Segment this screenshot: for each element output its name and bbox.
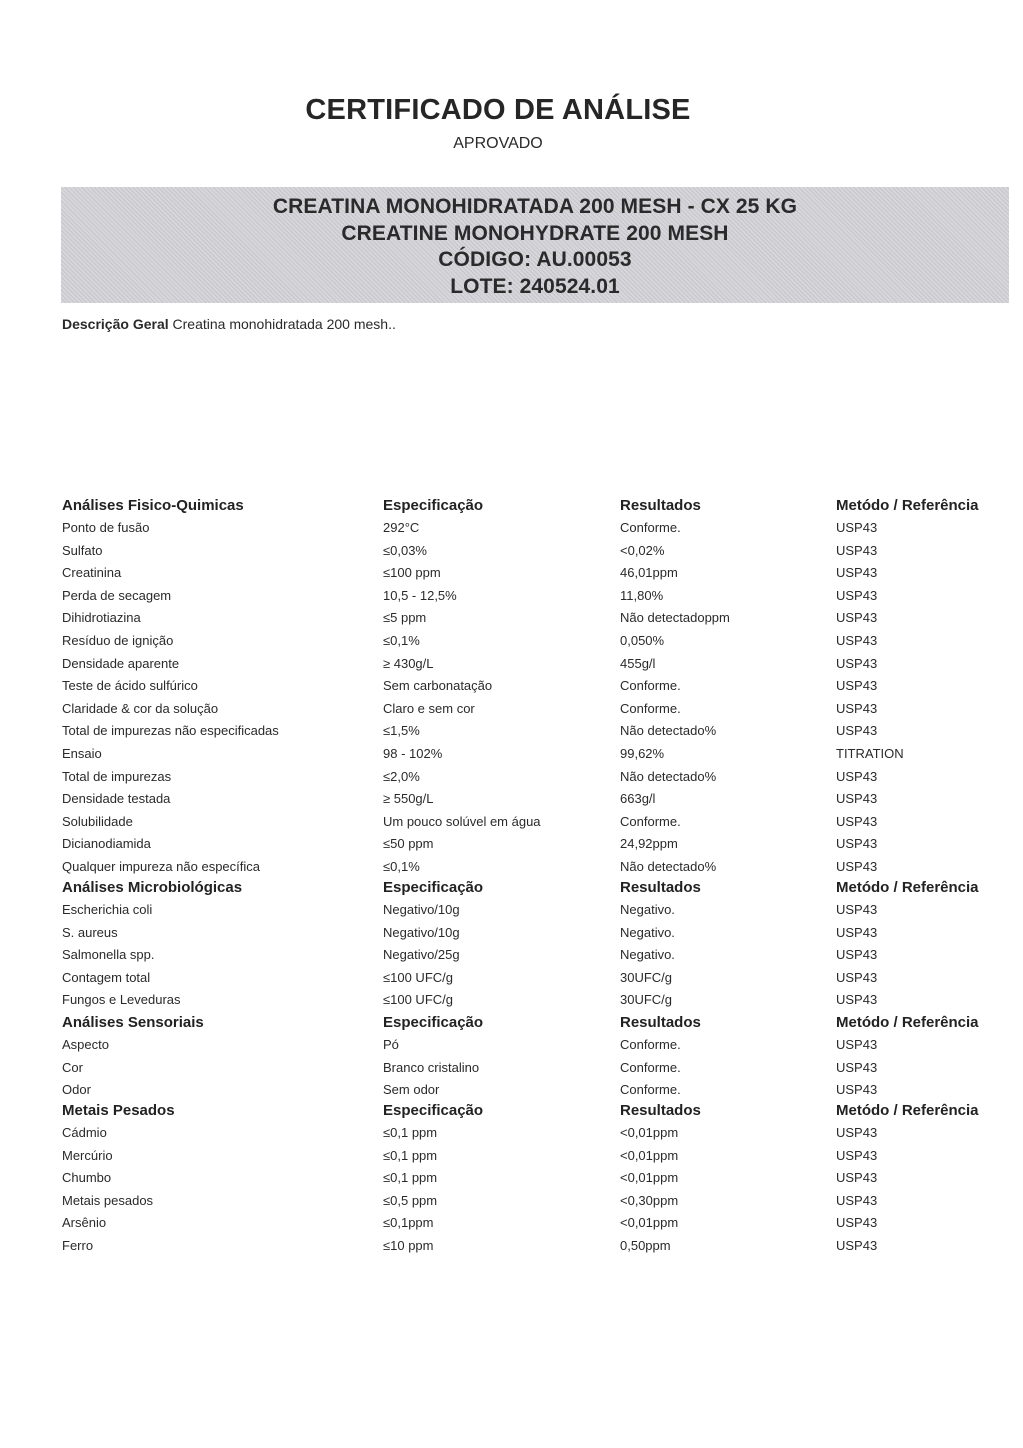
table-row (62, 1034, 1002, 1057)
table-row (62, 698, 1002, 721)
specification-value: ≤2,0% (383, 768, 420, 784)
table-row (62, 1145, 1002, 1168)
method-reference: USP43 (836, 902, 878, 917)
analysis-name: Perda de secagem (62, 587, 172, 603)
method-column-header: Metódo / Referência (836, 1014, 979, 1031)
approval-status: APROVADO (453, 135, 543, 152)
table-row (62, 899, 1002, 922)
specification-value: ≤100 UFC/g (383, 992, 453, 1008)
method-reference: USP43 (836, 678, 878, 694)
result-value: Negativo. (620, 947, 675, 963)
result-value: 0,050% (620, 632, 665, 648)
method-reference: USP43 (836, 1037, 878, 1052)
method-reference: USP43 (836, 858, 878, 874)
product-lot: LOTE: 240524.01 (450, 274, 620, 298)
result-value: Conforme. (620, 678, 681, 694)
table-row (62, 1190, 1002, 1213)
specification-value: Claro e sem cor (383, 700, 475, 716)
analysis-name: Solubilidade (62, 813, 133, 829)
description-label: Descrição Geral (62, 316, 169, 332)
analysis-name: Teste de ácido sulfúrico (62, 678, 198, 694)
section-header-row (62, 495, 1002, 517)
table-row (62, 856, 1002, 879)
product-banner (61, 187, 1009, 303)
result-value: Conforme. (620, 1037, 681, 1052)
analysis-name: Salmonella spp. (62, 947, 155, 963)
analysis-name: S. aureus (62, 924, 118, 940)
method-reference: USP43 (836, 947, 878, 963)
table-row (62, 675, 1002, 698)
table-row (62, 562, 1002, 585)
result-value: Não detectado% (620, 723, 717, 739)
analysis-name: Densidade aparente (62, 655, 180, 671)
specification-value: 10,5 - 12,5% (383, 587, 457, 603)
analysis-name: Sulfato (62, 542, 103, 558)
method-reference: USP43 (836, 1192, 878, 1208)
result-value: Conforme. (620, 1082, 681, 1098)
table-row (62, 922, 1002, 945)
analysis-name: Escherichia coli (62, 902, 153, 917)
method-reference: USP43 (836, 992, 878, 1008)
method-reference: USP43 (836, 610, 878, 626)
product-name-pt: CREATINA MONOHIDRATADA 200 MESH - CX 25 KG (272, 195, 798, 218)
result-value: 30UFC/g (620, 992, 673, 1008)
spec-column-header: Especificação (383, 1102, 484, 1119)
result-value: <0,01ppm (620, 1215, 679, 1231)
analysis-name: Ensaio (62, 745, 102, 761)
specification-value: ≥ 550g/L (383, 791, 434, 807)
table-row (62, 517, 1002, 540)
analysis-name: Resíduo de ignição (62, 632, 174, 648)
section-header-row (62, 877, 1002, 899)
method-reference: USP43 (836, 1215, 878, 1231)
document-title: CERTIFICADO DE ANÁLISE (305, 94, 691, 126)
results-column-header: Resultados (620, 1102, 701, 1119)
section-header-row (62, 1012, 1002, 1034)
result-value: <0,01ppm (620, 1125, 679, 1140)
analysis-name: Total de impurezas (62, 768, 172, 784)
specification-value: ≤0,1ppm (383, 1215, 434, 1231)
specification-value: ≤0,1% (383, 858, 420, 874)
method-reference: USP43 (836, 1237, 878, 1253)
analysis-name: Metais pesados (62, 1192, 154, 1208)
specification-value: ≤100 UFC/g (383, 969, 453, 985)
specification-value: Negativo/10g (383, 924, 460, 940)
result-value: 455g/l (620, 655, 656, 671)
table-row (62, 766, 1002, 789)
table-row (62, 720, 1002, 743)
result-value: 663g/l (620, 791, 656, 807)
specification-value: ≤50 ppm (383, 836, 434, 852)
specification-value: ≤0,1 ppm (383, 1147, 438, 1163)
result-value: 46,01ppm (620, 565, 678, 581)
section-title: Análises Fisico-Quimicas (62, 497, 244, 514)
table-row (62, 811, 1002, 834)
section-heavy-metals (62, 1100, 1002, 1258)
analysis-name: Densidade testada (62, 791, 171, 807)
specification-value: Sem odor (383, 1082, 440, 1098)
specification-value: Pó (383, 1037, 399, 1052)
method-column-header: Metódo / Referência (836, 879, 979, 896)
results-column-header: Resultados (620, 879, 701, 896)
analysis-name: Cor (62, 1059, 83, 1075)
result-value: Não detectadoppm (620, 610, 730, 626)
specification-value: Negativo/10g (383, 902, 460, 917)
table-row (62, 540, 1002, 563)
specification-value: ≤0,1% (383, 632, 420, 648)
table-row (62, 743, 1002, 766)
table-row (62, 607, 1002, 630)
result-value: 0,50ppm (620, 1237, 671, 1253)
result-value: Conforme. (620, 700, 681, 716)
specification-value: ≤100 ppm (383, 565, 441, 581)
general-description (62, 316, 396, 332)
product-code: CÓDIGO: AU.00053 (438, 248, 632, 271)
table-row (62, 833, 1002, 856)
analysis-name: Contagem total (62, 969, 151, 985)
specification-value: ≤5 ppm (383, 610, 427, 626)
specification-value: Negativo/25g (383, 947, 460, 963)
result-value: Negativo. (620, 902, 675, 917)
section-title: Análises Microbiológicas (62, 879, 243, 896)
specification-value: ≤0,5 ppm (383, 1192, 438, 1208)
result-value: <0,02% (620, 542, 665, 558)
result-value: Negativo. (620, 924, 675, 940)
analysis-name: Claridade & cor da solução (62, 700, 219, 716)
method-reference: USP43 (836, 1147, 878, 1163)
analysis-name: Fungos e Leveduras (62, 992, 181, 1008)
table-row (62, 585, 1002, 608)
result-value: Conforme. (620, 1059, 681, 1075)
specification-value: 292°C (383, 520, 420, 535)
specification-value: ≤10 ppm (383, 1237, 434, 1253)
result-value: Conforme. (620, 520, 681, 535)
method-reference: USP43 (836, 723, 878, 739)
analysis-name: Qualquer impureza não específica (62, 858, 261, 874)
table-row (62, 653, 1002, 676)
method-reference: TITRATION (836, 745, 904, 761)
result-value: 99,62% (620, 745, 665, 761)
specification-value: 98 - 102% (383, 745, 443, 761)
result-value: <0,30ppm (620, 1192, 679, 1208)
specification-value: ≤0,1 ppm (383, 1125, 438, 1140)
table-row (62, 1079, 1002, 1102)
method-reference: USP43 (836, 542, 878, 558)
specification-value: ≤0,1 ppm (383, 1170, 438, 1186)
result-value: 30UFC/g (620, 969, 673, 985)
results-column-header: Resultados (620, 497, 701, 514)
spec-column-header: Especificação (383, 497, 484, 514)
results-column-header: Resultados (620, 1014, 701, 1031)
analysis-name: Ferro (62, 1237, 94, 1253)
analysis-name: Dicianodiamida (62, 836, 151, 852)
table-row (62, 1167, 1002, 1190)
table-row (62, 1122, 1002, 1145)
result-value: Conforme. (620, 813, 681, 829)
method-reference: USP43 (836, 836, 878, 852)
specification-value: Um pouco solúvel em água (383, 813, 541, 829)
method-reference: USP43 (836, 1125, 878, 1140)
method-reference: USP43 (836, 700, 878, 716)
method-reference: USP43 (836, 768, 878, 784)
method-reference: USP43 (836, 632, 878, 648)
table-row (62, 1235, 1002, 1258)
description-text: Creatina monohidratada 200 mesh.. (172, 316, 396, 332)
result-value: 11,80% (620, 587, 664, 603)
specification-value: Branco cristalino (383, 1059, 480, 1075)
result-value: 24,92ppm (620, 836, 678, 852)
method-reference: USP43 (836, 1082, 878, 1098)
method-reference: USP43 (836, 1059, 878, 1075)
table-row (62, 967, 1002, 990)
result-value: Não detectado% (620, 858, 717, 874)
spec-column-header: Especificação (383, 879, 484, 896)
method-column-header: Metódo / Referência (836, 497, 979, 514)
table-row (62, 1212, 1002, 1235)
method-reference: USP43 (836, 791, 878, 807)
table-row (62, 788, 1002, 811)
specification-value: Sem carbonatação (383, 678, 493, 694)
section-title: Metais Pesados (62, 1102, 175, 1119)
specification-value: ≥ 430g/L (383, 655, 434, 671)
analysis-name: Ponto de fusão (62, 520, 150, 535)
method-reference: USP43 (836, 587, 878, 603)
method-reference: USP43 (836, 520, 878, 535)
table-row (62, 630, 1002, 653)
section-sensory (62, 1012, 1002, 1102)
analysis-name: Odor (62, 1082, 91, 1098)
section-title: Análises Sensoriais (62, 1014, 204, 1031)
analysis-name: Cádmio (62, 1125, 107, 1140)
specification-value: ≤1,5% (383, 723, 420, 739)
method-reference: USP43 (836, 969, 878, 985)
result-value: Não detectado% (620, 768, 717, 784)
method-column-header: Metódo / Referência (836, 1102, 979, 1119)
analysis-name: Total de impurezas não especificadas (62, 723, 279, 739)
table-row (62, 944, 1002, 967)
analysis-name: Aspecto (62, 1037, 109, 1052)
product-name-en: CREATINE MONOHYDRATE 200 MESH (341, 221, 729, 245)
result-value: <0,01ppm (620, 1170, 679, 1186)
analysis-name: Chumbo (62, 1170, 112, 1186)
method-reference: USP43 (836, 924, 878, 940)
section-header-row (62, 1100, 1002, 1122)
spec-column-header: Especificação (383, 1014, 484, 1031)
specification-value: ≤0,03% (383, 542, 427, 558)
document-header (0, 92, 996, 154)
method-reference: USP43 (836, 655, 878, 671)
analysis-name: Mercúrio (62, 1147, 113, 1163)
analysis-name: Arsênio (62, 1215, 107, 1231)
method-reference: USP43 (836, 565, 878, 581)
analysis-name: Creatinina (62, 565, 122, 581)
section-microbiological (62, 877, 1002, 1012)
table-row (62, 1057, 1002, 1080)
result-value: <0,01ppm (620, 1147, 679, 1163)
method-reference: USP43 (836, 1170, 878, 1186)
method-reference: USP43 (836, 813, 878, 829)
section-physicochemical (62, 495, 1002, 879)
table-row (62, 989, 1002, 1012)
analysis-name: Dihidrotiazina (62, 610, 141, 626)
